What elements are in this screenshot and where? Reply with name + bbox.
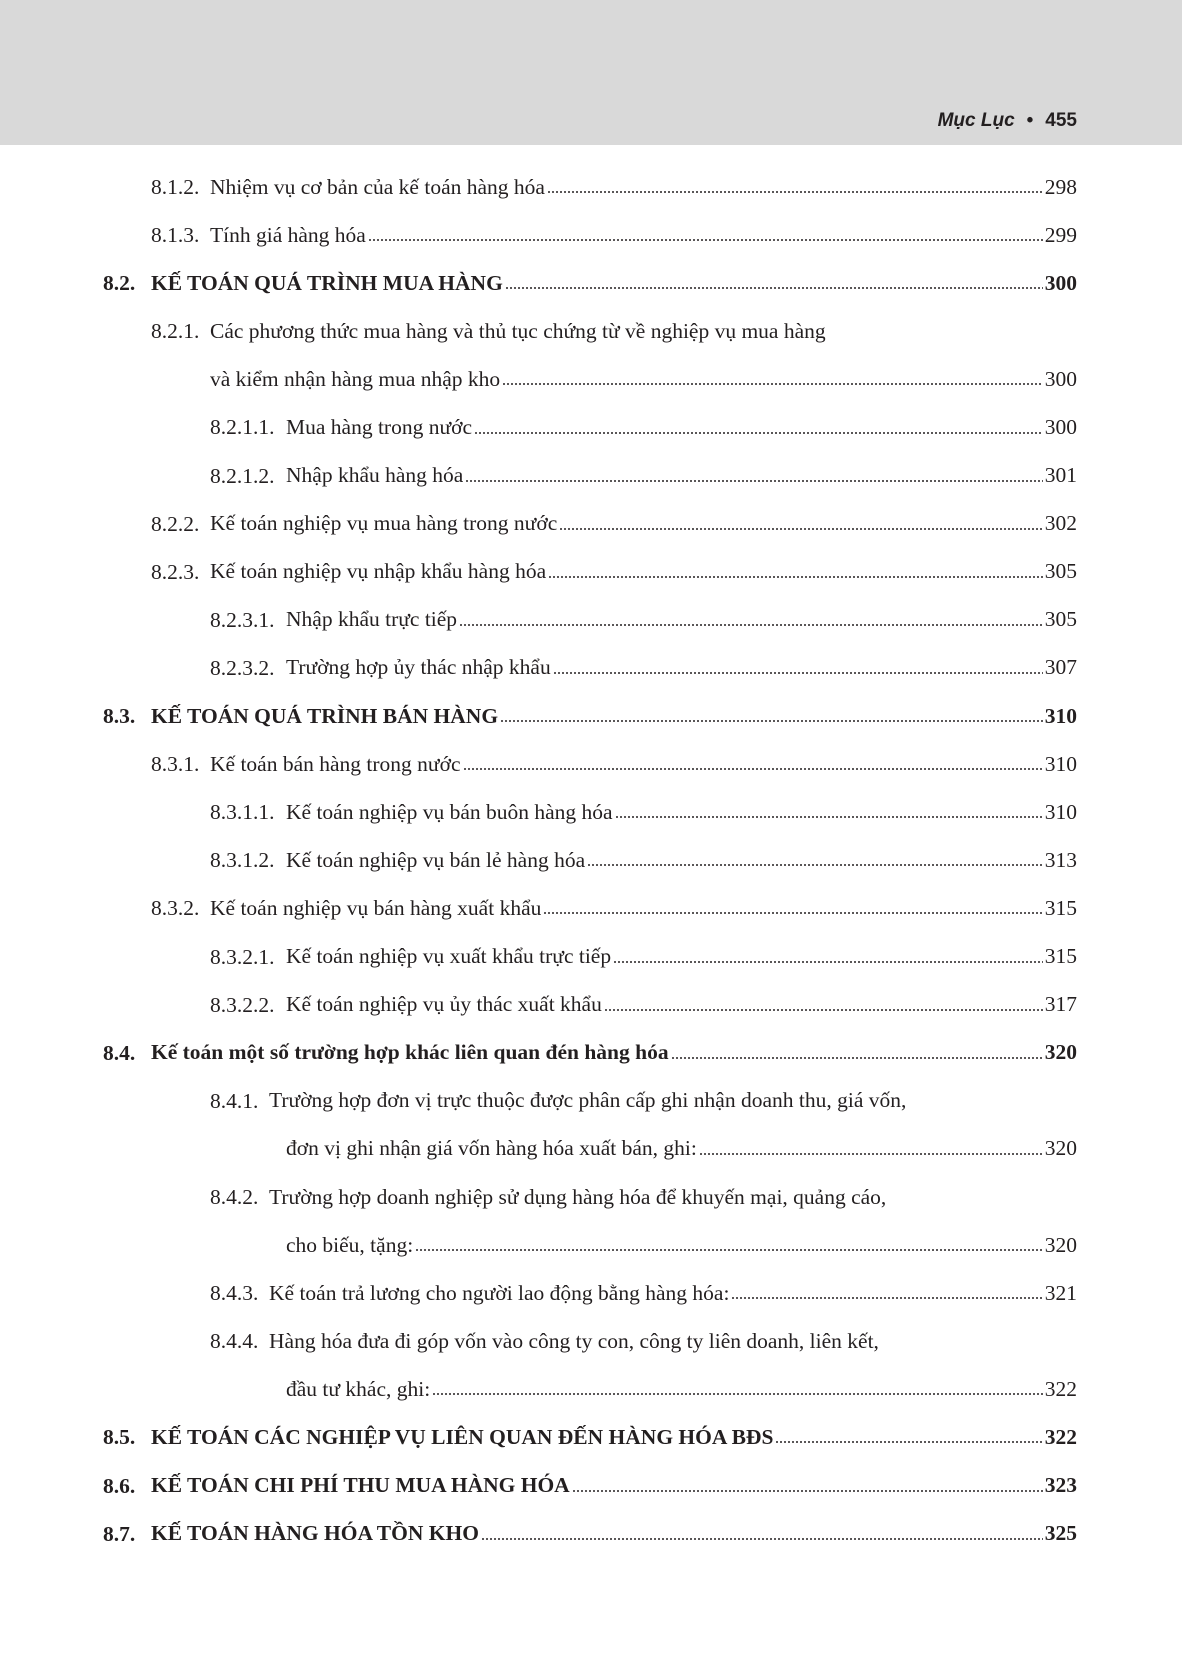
toc-entry[interactable] <box>0 1365 1182 1413</box>
toc-entry-page: 300 <box>1044 270 1077 295</box>
toc-entry-title: Trường hợp ủy thác nhập khẩu <box>286 655 551 680</box>
dot-leader <box>543 912 1042 914</box>
toc-entry-number: 8.2.1. <box>151 319 200 344</box>
dot-leader <box>368 239 1043 241</box>
toc-entry-page: 307 <box>1044 655 1077 680</box>
toc-entry-page: 305 <box>1044 559 1077 584</box>
dot-leader <box>671 1057 1043 1059</box>
page-header-band <box>0 0 1182 145</box>
toc-entry-number: 8.2.3. <box>151 559 200 584</box>
toc-entry-title: đơn vị ghi nhận giá vốn hàng hóa xuất bán, ghi: <box>286 1136 697 1161</box>
toc-entry[interactable] <box>0 452 1182 500</box>
dot-leader <box>502 383 1043 385</box>
toc-entry-title: Nhiệm vụ cơ bản của kế toán hàng hóa <box>210 174 545 199</box>
toc-entry-title: Tính giá hàng hóa <box>210 222 366 247</box>
toc-entry-title: KẾ TOÁN CÁC NGHIỆP VỤ LIÊN QUAN ĐẾN HÀNG HÓA BĐS <box>151 1424 774 1449</box>
dot-leader <box>505 287 1043 289</box>
toc-entry-number: 8.5. <box>103 1425 136 1450</box>
toc-entry-title: và kiểm nhận hàng mua nhập kho <box>210 366 501 391</box>
toc-entry-number: 8.3.2.1. <box>210 944 275 969</box>
toc-entry-page: 322 <box>1044 1424 1077 1449</box>
toc-entry[interactable] <box>0 644 1182 692</box>
toc-entry-page: 320 <box>1044 1232 1077 1257</box>
toc-entry-page: 310 <box>1044 799 1077 824</box>
toc-entry-page: 310 <box>1044 703 1077 728</box>
toc-entry-title: Hàng hóa đưa đi góp vốn vào công ty con, công ty liên doanh, liên kết, <box>269 1328 879 1353</box>
toc-entry-number: 8.3.1.2. <box>210 848 275 873</box>
toc-entry-page: 300 <box>1044 366 1077 391</box>
toc-entry-number: 8.2.1.2. <box>210 463 275 488</box>
toc-entry-number: 8.3.1.1. <box>210 800 275 825</box>
toc-entry-number: 8.2.3.1. <box>210 607 275 632</box>
toc-entry-page: 301 <box>1044 463 1077 488</box>
dot-leader <box>548 576 1043 578</box>
toc-entry[interactable] <box>0 933 1182 981</box>
toc-entry-number: 8.6. <box>103 1473 136 1498</box>
toc-entry-title: Mua hàng trong nước <box>286 415 473 440</box>
dot-leader <box>699 1153 1043 1155</box>
toc-entry-number: 8.3. <box>103 704 136 729</box>
dot-leader <box>474 432 1043 434</box>
toc-entry-number: 8.2.2. <box>151 511 200 536</box>
dot-leader <box>587 864 1043 866</box>
toc-entry-title: đầu tư khác, ghi: <box>286 1376 431 1401</box>
toc-entry-number: 8.4.2. <box>210 1184 259 1209</box>
toc-entry-title: Trường hợp đơn vị trực thuộc được phân cấp ghi nhận doanh thu, giá vốn, <box>269 1088 907 1113</box>
toc-entry[interactable] <box>0 211 1182 259</box>
dot-leader <box>465 480 1042 482</box>
toc-entry-number: 8.1.2. <box>151 175 200 199</box>
toc-entry-title: Kế toán trả lương cho người lao động bằng hàng hóa: <box>269 1280 730 1305</box>
toc-entry[interactable] <box>0 740 1182 788</box>
toc-entry[interactable] <box>0 836 1182 884</box>
page-number: 455 <box>1045 110 1077 131</box>
dot-leader <box>463 768 1043 770</box>
toc-entry-title: KẾ TOÁN QUÁ TRÌNH MUA HÀNG <box>151 270 503 295</box>
toc-entry[interactable] <box>0 1317 1182 1365</box>
dot-leader <box>604 1009 1043 1011</box>
toc-entry[interactable] <box>0 1269 1182 1317</box>
toc-entry-title: Trường hợp doanh nghiệp sử dụng hàng hóa để khuyến mại, quảng cáo, <box>269 1184 887 1209</box>
toc-entry-page: 315 <box>1044 895 1077 920</box>
toc-entry-number: 8.4.4. <box>210 1329 259 1354</box>
toc-entry-number: 8.2. <box>103 271 136 296</box>
dot-leader <box>500 720 1043 722</box>
toc-entry[interactable] <box>0 1510 1182 1558</box>
toc-entry-title: KẾ TOÁN HÀNG HÓA TỒN KHO <box>151 1521 479 1546</box>
dot-leader <box>615 816 1043 818</box>
dot-leader <box>481 1538 1043 1540</box>
toc-entry[interactable] <box>0 403 1182 451</box>
toc-entry[interactable] <box>0 884 1182 932</box>
toc-entry-page: 315 <box>1044 944 1077 969</box>
toc-entry[interactable] <box>0 259 1182 307</box>
toc-entry-page: 298 <box>1044 174 1077 199</box>
toc-entry-title: Nhập khẩu hàng hóa <box>286 463 464 488</box>
toc-entry-title: KẾ TOÁN CHI PHÍ THU MUA HÀNG HÓA <box>151 1473 570 1498</box>
toc-entry-page: 299 <box>1044 222 1077 247</box>
dot-leader <box>731 1297 1042 1299</box>
toc-entry-number: 8.4. <box>103 1040 136 1065</box>
toc-entry[interactable] <box>0 1029 1182 1077</box>
dot-leader <box>559 528 1043 530</box>
dot-leader <box>432 1393 1043 1395</box>
toc-entry[interactable] <box>0 692 1182 740</box>
toc-entry[interactable] <box>0 500 1182 548</box>
toc-entry-page: 320 <box>1044 1136 1077 1161</box>
toc-entry-page: 313 <box>1044 847 1077 872</box>
toc-entry-title: Kế toán bán hàng trong nước <box>210 751 461 776</box>
toc-entry-number: 8.3.2.2. <box>210 992 275 1017</box>
toc-entry[interactable] <box>0 981 1182 1029</box>
toc-entry[interactable] <box>0 163 1182 211</box>
toc-entry-page: 317 <box>1044 992 1077 1017</box>
toc-entry-number: 8.2.1.1. <box>210 415 275 440</box>
toc-entry-number: 8.3.2. <box>151 896 200 921</box>
toc-entry-number: 8.7. <box>103 1521 136 1546</box>
dot-leader <box>459 624 1043 626</box>
toc-entry-title: Nhập khẩu trực tiếp <box>286 607 458 632</box>
dot-leader <box>415 1249 1043 1251</box>
dot-leader <box>547 191 1043 193</box>
toc-entry-number: 8.3.1. <box>151 752 200 777</box>
toc-entry-number: 8.4.3. <box>210 1281 259 1306</box>
dot-leader <box>572 1490 1043 1492</box>
toc-entry-title: Kế toán nghiệp vụ bán hàng xuất khẩu <box>210 895 542 920</box>
toc-entry[interactable] <box>0 307 1182 355</box>
toc-entry-title: Kế toán nghiệp vụ ủy thác xuất khẩu <box>286 992 602 1017</box>
toc-entry-page: 300 <box>1044 415 1077 440</box>
toc-entry-title: KẾ TOÁN QUÁ TRÌNH BÁN HÀNG <box>151 703 499 728</box>
dot-leader <box>553 672 1043 674</box>
running-header-title: Mục Lục <box>937 110 1015 131</box>
toc-entry-title: Kế toán nghiệp vụ bán lẻ hàng hóa <box>286 847 586 872</box>
table-of-contents <box>0 163 1182 1558</box>
toc-entry-page: 305 <box>1044 607 1077 632</box>
dot-leader <box>613 961 1043 963</box>
dot-leader <box>775 1441 1042 1443</box>
toc-entry-number: 8.1.3. <box>151 223 200 248</box>
toc-entry[interactable] <box>0 1125 1182 1173</box>
toc-entry[interactable] <box>0 355 1182 403</box>
toc-entry[interactable] <box>0 1221 1182 1269</box>
toc-entry-title: Kế toán nghiệp vụ xuất khẩu trực tiếp <box>286 944 612 969</box>
bullet-separator: • <box>1026 110 1034 131</box>
toc-entry[interactable] <box>0 1413 1182 1461</box>
toc-entry-title: Kế toán nghiệp vụ nhập khẩu hàng hóa <box>210 559 547 584</box>
toc-entry[interactable] <box>0 1462 1182 1510</box>
toc-entry-title: cho biếu, tặng: <box>286 1232 414 1257</box>
toc-entry-number: 8.2.3.2. <box>210 655 275 680</box>
toc-entry[interactable] <box>0 1077 1182 1125</box>
toc-entry-page: 310 <box>1044 751 1077 776</box>
toc-entry-page: 321 <box>1044 1280 1077 1305</box>
toc-entry[interactable] <box>0 788 1182 836</box>
toc-entry-title: Các phương thức mua hàng và thủ tục chứng từ về nghiệp vụ mua hàng <box>210 318 826 343</box>
toc-entry[interactable] <box>0 1173 1182 1221</box>
toc-entry-page: 325 <box>1044 1521 1077 1546</box>
toc-entry-page: 320 <box>1044 1040 1077 1065</box>
toc-entry-title: Kế toán nghiệp vụ mua hàng trong nước <box>210 511 558 536</box>
running-header <box>938 110 1077 132</box>
toc-entry-page: 323 <box>1044 1473 1077 1498</box>
toc-entry-page: 302 <box>1044 511 1077 536</box>
toc-entry[interactable] <box>0 596 1182 644</box>
toc-entry-title: Kế toán một số trường hợp khác liên quan đén hàng hóa <box>151 1040 669 1065</box>
toc-entry[interactable] <box>0 548 1182 596</box>
toc-entry-number: 8.4.1. <box>210 1088 259 1113</box>
toc-entry-title: Kế toán nghiệp vụ bán buôn hàng hóa <box>286 799 613 824</box>
toc-entry-page: 322 <box>1044 1376 1077 1401</box>
